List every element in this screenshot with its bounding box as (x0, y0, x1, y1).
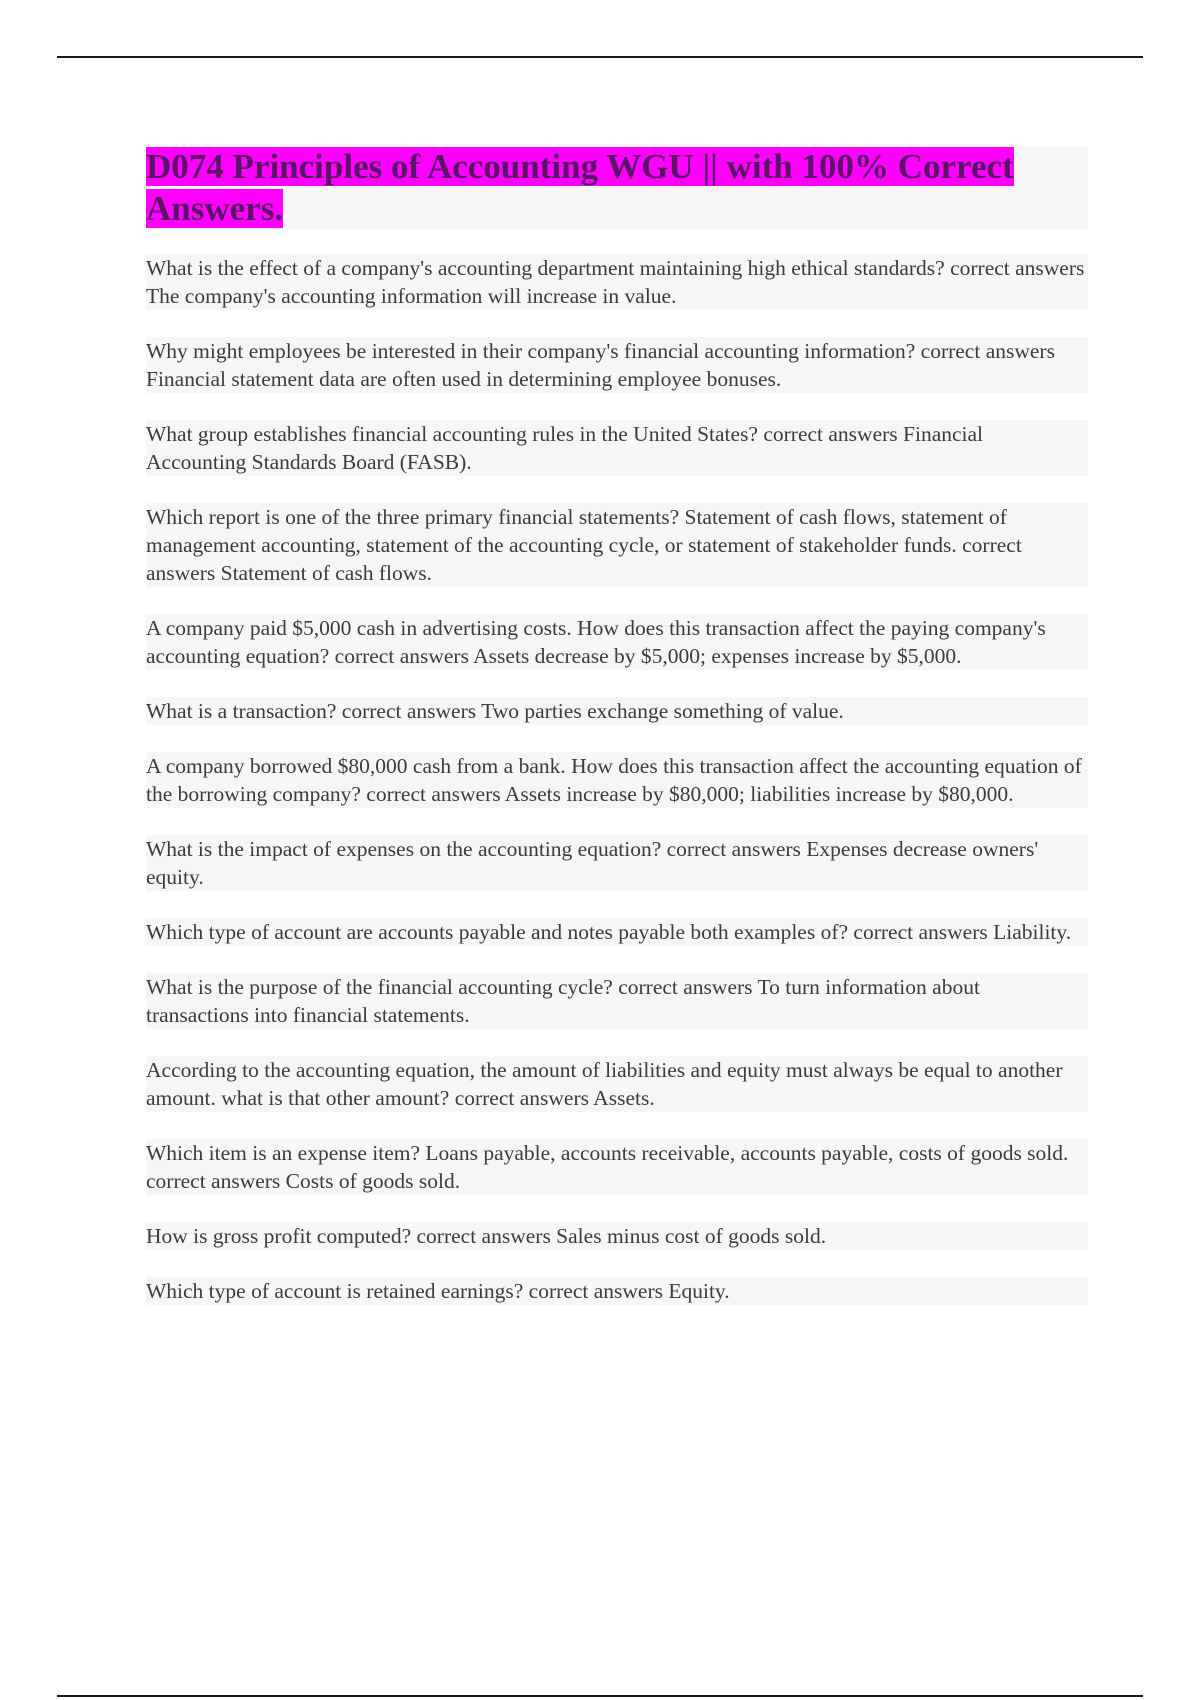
qa-item-4: Which report is one of the three primary financial statements? Statement of cash flows, statement of management accounting, statement of the accounting cycle, or statement of stakeholder funds. correct answers Statement of cash flows. (146, 503, 1088, 587)
qa-item-14: Which type of account is retained earnings? correct answers Equity. (146, 1277, 1088, 1305)
qa-item-12: Which item is an expense item? Loans payable, accounts receivable, accounts payable, costs of goods sold. correct answers Costs of goods sold. (146, 1139, 1088, 1195)
document-title (146, 146, 1088, 230)
qa-item-9: Which type of account are accounts payable and notes payable both examples of? correct answers Liability. (146, 918, 1088, 946)
qa-item-10: What is the purpose of the financial accounting cycle? correct answers To turn information about transactions into financial statements. (146, 973, 1088, 1029)
document-body (146, 146, 1088, 1332)
top-rule (57, 56, 1143, 58)
qa-item-1: What is the effect of a company's accounting department maintaining high ethical standards? correct answers The company's accounting information will increase in value. (146, 254, 1088, 310)
qa-item-8: What is the impact of expenses on the accounting equation? correct answers Expenses decrease owners' equity. (146, 835, 1088, 891)
qa-item-6: What is a transaction? correct answers Two parties exchange something of value. (146, 697, 1088, 725)
qa-item-13: How is gross profit computed? correct answers Sales minus cost of goods sold. (146, 1222, 1088, 1250)
qa-item-2: Why might employees be interested in their company's financial accounting information? correct answers Financial statement data are often used in determining employee bonuses. (146, 337, 1088, 393)
qa-item-11: According to the accounting equation, the amount of liabilities and equity must always be equal to another amount. what is that other amount? correct answers Assets. (146, 1056, 1088, 1112)
qa-item-7: A company borrowed $80,000 cash from a bank. How does this transaction affect the accounting equation of the borrowing company? correct answers Assets increase by $80,000; liabilities increase by $80,000. (146, 752, 1088, 808)
qa-item-5: A company paid $5,000 cash in advertising costs. How does this transaction affect the paying company's accounting equation? correct answers Assets decrease by $5,000; expenses increase by $5,000. (146, 614, 1088, 670)
qa-item-3: What group establishes financial accounting rules in the United States? correct answers Financial Accounting Standards Board (FASB). (146, 420, 1088, 476)
document-title-text: D074 Principles of Accounting WGU || with 100% Correct Answers. (146, 147, 1014, 228)
bottom-rule (57, 1695, 1143, 1697)
title-block (146, 146, 1088, 230)
